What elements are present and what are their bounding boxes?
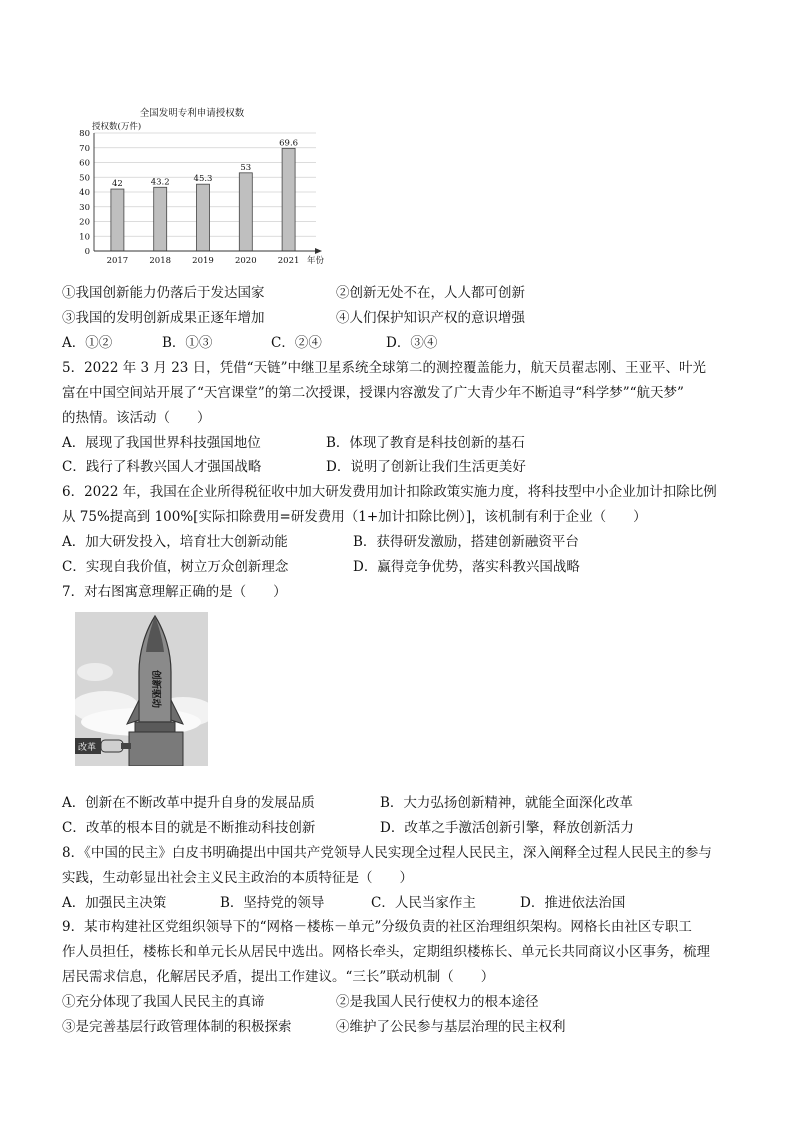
x-tick-label-2019: 2019 bbox=[192, 256, 214, 266]
q4-statement-4: ④人们保护知识产权的意识增强 bbox=[336, 310, 525, 326]
q6-option-d[interactable]: D．赢得竞争优势，落实科教兴国战略 bbox=[353, 559, 580, 575]
q9-stem-line1: 9．某市构建社区党组织领导下的“网格－楼栋－单元”分级负责的社区治理组织架构。网格长由社区专职工 bbox=[62, 919, 692, 935]
q9-stem-line2: 作人员担任，楼栋长和单元长从居民中选出。网格长牵头，定期组织楼栋长、单元长共同商议小区事务，梳理 bbox=[62, 944, 710, 960]
x-tick-label-2018: 2018 bbox=[149, 256, 172, 266]
chart-y-ticks bbox=[79, 129, 90, 257]
value-label-2019: 45.3 bbox=[193, 174, 213, 185]
value-label-2018: 43.2 bbox=[150, 177, 170, 188]
y-tick-label: 60 bbox=[79, 158, 90, 169]
q5-option-c[interactable]: C．践行了科教兴国人才强国战略 bbox=[62, 459, 262, 475]
q9-statement-3: ③是完善基层行政管理体制的积极探索 bbox=[62, 1019, 292, 1035]
q4-option-a[interactable]: A．①② bbox=[62, 335, 113, 351]
q5-option-d[interactable]: D．说明了创新让我们生活更美好 bbox=[326, 459, 526, 475]
rocket-illustration bbox=[75, 612, 208, 766]
q4-option-b[interactable]: B．①③ bbox=[162, 335, 213, 351]
q7-stem: 7．对右图寓意理解正确的是（ ） bbox=[62, 584, 287, 600]
y-tick-label: 50 bbox=[79, 173, 90, 184]
y-tick-label: 10 bbox=[79, 232, 90, 243]
q5-stem-line3: 的热情。该活动（ ） bbox=[62, 410, 211, 426]
value-label-2020: 53 bbox=[240, 162, 252, 173]
q6-option-a[interactable]: A．加大研发投入，培育壮大创新动能 bbox=[62, 534, 288, 550]
q8-stem-line2: 实践，生动彰显出社会主义民主政治的本质特征是（ ） bbox=[62, 870, 413, 886]
rocket-label: 创新驱动 bbox=[150, 670, 161, 709]
q4-statement-3: ③我国的发明创新成果正逐年增加 bbox=[62, 310, 265, 326]
y-tick-label: 40 bbox=[79, 188, 90, 198]
lever-label: 改革 bbox=[78, 743, 97, 753]
x-tick-label-2020: 2020 bbox=[234, 256, 257, 266]
rocket-cartoon bbox=[75, 612, 208, 766]
chart-ylabel: 授权数(万件) bbox=[92, 122, 142, 132]
patent-bar-chart bbox=[64, 98, 326, 268]
q6-option-b[interactable]: B．获得研发激励，搭建创新融资平台 bbox=[353, 534, 579, 550]
bar-2017 bbox=[111, 189, 124, 251]
bar-2020 bbox=[239, 173, 252, 251]
q6-option-c[interactable]: C．实现自我价值，树立万众创新理念 bbox=[62, 559, 289, 575]
q8-stem-line1: 8．《中国的民主》白皮书明确提出中国共产党领导人民实现全过程人民民主，深入阐释全过程人民民主的参与 bbox=[62, 845, 712, 861]
q4-statement-1: ①我国创新能力仍落后于发达国家 bbox=[62, 285, 265, 301]
q8-option-d[interactable]: D．推进依法治国 bbox=[520, 895, 626, 911]
x-tick-label-2017: 2017 bbox=[106, 256, 129, 266]
q7-option-b[interactable]: B．大力弘扬创新精神，就能全面深化改革 bbox=[380, 795, 633, 811]
q7-option-a[interactable]: A．创新在不断改革中提升自身的发展品质 bbox=[62, 795, 315, 811]
q9-stem-line3: 居民需求信息，化解居民矛盾，提出工作建议。“三长”联动机制（ ） bbox=[62, 969, 495, 985]
q9-statement-2: ②是我国人民行使权力的根本途径 bbox=[336, 994, 539, 1010]
bar-2021 bbox=[282, 148, 295, 251]
chart-xlabel: 年份 bbox=[307, 256, 325, 266]
q5-stem-line2: 富在中国空间站开展了“天宫课堂”的第二次授课，授课内容激发了广大青少年不断追寻“科学梦”“航天梦” bbox=[62, 385, 684, 401]
q5-stem-line1: 5．2022 年 3 月 23 日，凭借“天链”中继卫星系统全球第二的测控覆盖能力，航天员翟志刚、王亚平、叶光 bbox=[62, 360, 706, 376]
q4-option-c[interactable]: C．②④ bbox=[271, 335, 322, 351]
q5-option-b[interactable]: B．体现了教育是科技创新的基石 bbox=[326, 435, 525, 451]
q8-option-c[interactable]: C．人民当家作主 bbox=[371, 895, 476, 911]
q7-option-d[interactable]: D．改革之手激活创新引擎，释放创新活力 bbox=[380, 820, 634, 836]
y-tick-label: 0 bbox=[84, 247, 90, 257]
q7-option-c[interactable]: C．改革的根本目的就是不断推动科技创新 bbox=[62, 820, 316, 836]
q4-option-d[interactable]: D．③④ bbox=[386, 335, 438, 351]
value-label-2021: 69.6 bbox=[279, 138, 299, 149]
y-tick-label: 30 bbox=[79, 202, 90, 213]
q8-option-b[interactable]: B．坚持党的领导 bbox=[220, 895, 325, 911]
q4-statement-2: ②创新无处不在，人人都可创新 bbox=[336, 285, 525, 301]
q5-option-a[interactable]: A．展现了我国世界科技强国地位 bbox=[62, 435, 261, 451]
y-tick-label: 80 bbox=[79, 129, 90, 139]
y-tick-label: 20 bbox=[79, 217, 90, 228]
q6-stem-line1: 6．2022 年，我国在企业所得税征收中加大研发费用加计扣除政策实施力度，将科技型中小企业加计扣除比例 bbox=[62, 484, 717, 500]
q9-statement-1: ①充分体现了我国人民民主的真谛 bbox=[62, 994, 265, 1010]
y-tick-label: 70 bbox=[79, 143, 90, 154]
bar-2018 bbox=[154, 187, 167, 251]
q6-stem-line2: 从 75%提高到 100%[实际扣除费用=研发费用（1+加计扣除比例）]，该机制有利于企业（ ） bbox=[62, 509, 647, 525]
q9-statement-4: ④维护了公民参与基层治理的民主权利 bbox=[336, 1019, 566, 1035]
chart-title: 全国发明专利申请授权数 bbox=[139, 108, 245, 119]
value-label-2017: 42 bbox=[111, 179, 123, 190]
x-tick-label-2021: 2021 bbox=[277, 256, 300, 266]
q8-option-a[interactable]: A．加强民主决策 bbox=[62, 895, 167, 911]
bar-2019 bbox=[197, 184, 210, 251]
